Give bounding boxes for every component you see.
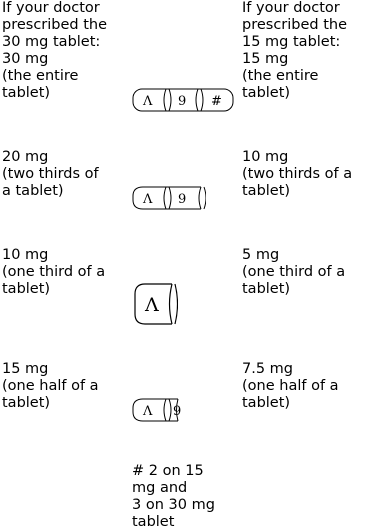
header-row [0,0,368,51]
dose-20mg-two-thirds: 20 mg (two thirds of a tablet) [2,149,99,199]
lambda-mark: Λ [143,192,153,207]
one-half-tablet-image [132,395,240,425]
nine-mark: 9 [178,192,187,207]
dose-5mg-one-third: 5 mg (one third of a tablet) [242,247,346,297]
one-third-tablet-image [132,281,240,327]
lambda-mark: Λ [143,404,153,419]
table-row [0,361,368,459]
footnote-blank-right [240,459,368,531]
footnote-blank-left [0,459,130,531]
lambda-mark: Λ [143,94,153,109]
lambda-mark: Λ [145,294,159,316]
hash-mark: # [211,94,222,109]
tablet-image-cell [130,361,240,459]
tablet-image-cell [130,51,240,149]
header-15mg: If your doctor prescribed the 15 mg tablet: [242,0,348,50]
nine-mark: 9 [178,94,187,109]
dose-10mg-two-thirds: 10 mg (two thirds of a tablet) [242,149,353,199]
tablet-image-cell [130,149,240,247]
table-row [0,149,368,247]
dose-7-5mg-one-half: 7.5 mg (one half of a tablet) [242,361,339,411]
dose-15mg-entire: 15 mg (the entire tablet) [242,51,319,101]
dose-15mg-one-half: 15 mg (one half of a tablet) [2,361,99,411]
table-row [0,51,368,149]
footnote: # 2 on 15 mg and 3 on 30 mg tablet [132,463,215,530]
tablet-image-cell [130,247,240,361]
table-row [0,247,368,361]
header-blank [130,0,240,51]
dose-30mg-entire: 30 mg (the entire tablet) [2,51,79,101]
dose-10mg-one-third: 10 mg (one third of a tablet) [2,247,106,297]
two-thirds-tablet-image [132,183,240,213]
header-30mg: If your doctor prescribed the 30 mg tablet: [2,0,108,50]
whole-scored-tablet-image [132,85,240,115]
nine-mark: 9 [173,404,182,419]
footnote-row [0,459,368,531]
